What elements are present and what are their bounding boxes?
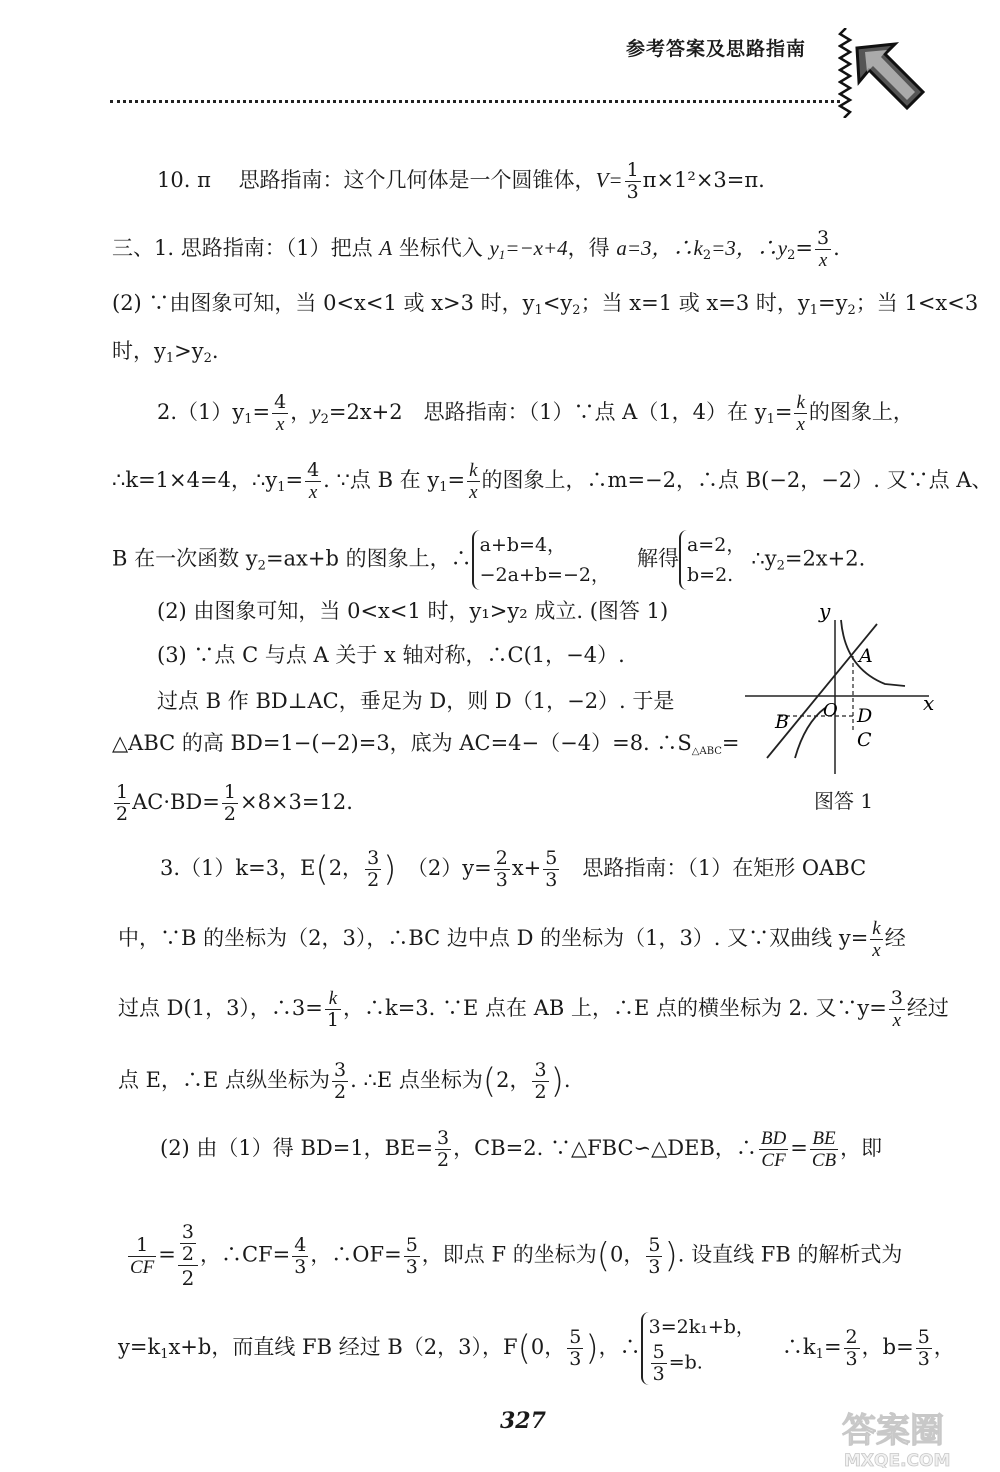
text: 时，y xyxy=(112,339,166,363)
text: 2.（1）y xyxy=(157,400,245,424)
s3q2-line6: 过点 B 作 BD⊥AC，垂足为 D，则 D（1，−2）. 于是 xyxy=(157,689,675,713)
text: −2a+b=−2， xyxy=(479,564,610,586)
text: 3=2k₁+b， xyxy=(648,1316,755,1338)
s3q2-line7 xyxy=(112,728,740,758)
text: ，CB=2. ∵△FBC∽△DEB，∴ xyxy=(453,1136,757,1160)
text: （2）y= xyxy=(417,856,492,880)
text: 经 xyxy=(884,926,906,950)
watermark-logo xyxy=(840,1408,990,1468)
text: = xyxy=(790,1136,808,1160)
s3q3-line2: 中，∵B 的坐标为（2，3），∴BC 边中点 D 的坐标为（1，3）. 又∵双曲线 y= $\frac{k}{x}$ 经 xyxy=(118,918,906,961)
point-c-label: C xyxy=(857,729,872,751)
text: a+b=4， xyxy=(479,534,567,556)
s3q1-line3: 时，$y_1>y_2$. xyxy=(112,339,219,366)
s3q2-line8: $\frac{1}{2}$ AC·BD= $\frac{1}{2}$ ×8×3=12. xyxy=(116,781,353,825)
s3q2-line2: ∴k=1×4=4，$\therefore y_1=$ $\frac{4}{x}$ . ∵点 B 在 $y_1=$ $\frac{k}{x}$ 的图象上，∴m=−2，∴点 B(−2，−2）. 又∵点 A、 xyxy=(112,459,993,503)
s3q2-line1: $2.(1)y_1=$ $\frac{4}{x}$ ，$y_2=2x+2$ 思路指南：（1）∵点 A（1，4）在 $y_1=$ $\frac{k}{x}$ 的图象上， xyxy=(157,391,914,435)
text: 思路指南：（1）在矩形 OABC xyxy=(582,856,867,880)
text: =3，∴y xyxy=(711,236,788,260)
text: =2x+2 思路指南：（1）∵点 A（1，4）在 y xyxy=(328,400,767,424)
figure-graph xyxy=(745,598,935,778)
text: ，∴CF= xyxy=(199,1242,291,1267)
text: <y xyxy=(542,291,573,315)
text: = xyxy=(823,1335,842,1359)
text: ，∴k=3. ∵E 点在 AB 上，∴E 点的横坐标为 2. 又∵y= xyxy=(342,996,887,1020)
equation-system-1 xyxy=(472,530,616,590)
text: 中，∵B 的坐标为（2，3），∴BC 边中点 D 的坐标为（1，3）. 又∵双曲线 y= xyxy=(118,926,869,950)
text: B 在一次函数 y xyxy=(112,546,258,571)
text: =2x+2. xyxy=(784,546,866,571)
text: ， xyxy=(933,1335,955,1359)
q10-result: π×1²×3=π. xyxy=(642,168,765,192)
text: =ax+b 的图象上，∴ xyxy=(265,546,472,571)
text: . xyxy=(211,339,219,363)
fraction-3-over-x: $\frac{3}{x}$ xyxy=(817,227,830,271)
origin-label: O xyxy=(823,700,838,721)
page-number: 327 xyxy=(500,1408,546,1434)
text: =y xyxy=(818,291,848,315)
text: >y xyxy=(174,339,204,363)
s3q1-line1: 三、1. 思路指南：（1）把点 A 坐标代入 $y_1=-x+4$，得 a=3，$\therefore k_2=3$，$\therefore y_2=$ $\frac{3}{x}$ . xyxy=(112,227,840,271)
s3q2-line3: B 在一次函数 $y_2=ax+b$ 的图象上，∴ a+b=4， −2a+b=−2， 解得 a=2， b=2. $\therefore y_2=2x+2$. xyxy=(112,530,865,590)
text: . 设直线 FB 的解析式为 xyxy=(677,1242,903,1267)
text: ，即点 F 的坐标为 xyxy=(421,1242,597,1267)
s3q3-line1: 3.（1）k=3，E(2， $\frac{3}{2}$ ) （2）y= $\frac{2}{3}$ x+ $\frac{5}{3}$ 思路指南：（1）在矩形 OABC xyxy=(160,847,867,891)
text: ×8×3=12. xyxy=(239,790,353,814)
text: =b. xyxy=(668,1351,703,1374)
text: MXQE.COM xyxy=(844,1451,951,1468)
text: 的图象上，∴m=−2，∴点 B(−2，−2）. 又∵点 A、 xyxy=(481,468,993,492)
text: . ∴E 点坐标为 xyxy=(350,1068,483,1092)
text: △ABC xyxy=(691,746,722,757)
header-title: 参考答案及思路指南 xyxy=(626,38,807,60)
y-axis-label: y xyxy=(819,599,831,623)
text: = xyxy=(721,731,740,755)
s3q3-line3: 过点 D(1，3），∴3= $\frac{k}{1}$ ，∴k=3. ∵E 点在 AB 上，∴E 点的横坐标为 2. 又∵y= $\frac{3}{x}$ 经过 xyxy=(118,987,949,1031)
x-axis-label: x xyxy=(923,691,935,715)
text: ，∴ xyxy=(598,1335,641,1359)
text: AC·BD= xyxy=(132,790,220,814)
q10-number: 10. π xyxy=(157,168,211,192)
q10-fraction: $\frac{1}{3}$ xyxy=(626,159,639,203)
text: 的图象上， xyxy=(808,400,914,424)
text: 点 E，∴E 点纵坐标为 xyxy=(118,1068,331,1092)
text: y=k xyxy=(118,1335,161,1359)
header-dotted-rule xyxy=(110,100,840,103)
header-arrow-icon xyxy=(855,42,927,114)
s3q2-line4: (2) 由图象可知，当 0<x<1 时，y₁>y₂ 成立. (图答 1) xyxy=(157,599,669,623)
text: ，b= xyxy=(861,1335,914,1359)
text: y xyxy=(311,400,321,424)
text: 坐标代入 xyxy=(398,236,483,260)
text: △ABC 的高 BD=1−(−2)=3，底为 AC=4−（−4）=8. ∴S xyxy=(112,731,692,755)
text: ，即 xyxy=(840,1136,883,1160)
text: ；当 x=1 或 x=3 时，y xyxy=(580,291,810,315)
text: ；当 1<x<3 xyxy=(855,291,979,315)
text: 答案圈 xyxy=(842,1411,944,1451)
q10-hint: 思路指南：这个几何体是一个圆锥体， xyxy=(238,168,596,192)
text: ∴k=1×4=4，∴y xyxy=(112,468,278,492)
text: (2) 由（1）得 BD=1，BE= xyxy=(160,1136,434,1160)
text: x+ xyxy=(511,856,542,880)
s3q3-line6: $\frac{1}{CF}$ = $\frac{\frac{3}{2}}{2}$ ，∴CF= $\frac{4}{3}$ ，∴OF= $\frac{5}{3}$ ，即点 F 的坐标为(0， $\frac{5}{3}$ ). 设直线 FB 的解析式为 xyxy=(130,1221,903,1290)
point-b-label: B xyxy=(775,711,789,733)
q10-line xyxy=(157,160,765,203)
text: 过点 D(1，3），∴3= xyxy=(118,996,323,1020)
text: 解得 xyxy=(636,546,679,571)
s3q1-line2: (2) ∵由图象可知，当 0<x<1 或 x>3 时，$y_1<y_2$；当 x=1 或 x=3 时，$y_1=y_2$；当 1<x<3 xyxy=(112,291,979,318)
point-d-label: D xyxy=(857,705,873,727)
text: = xyxy=(795,236,813,260)
text: a=3，∴k xyxy=(616,236,703,260)
point-a-label: A xyxy=(859,645,873,667)
figure-caption: 图答 1 xyxy=(814,789,874,813)
text: A xyxy=(379,236,393,260)
text: 三、1. 思路指南：（1）把点 xyxy=(112,236,373,260)
text: b=2. xyxy=(686,564,734,586)
text: = xyxy=(158,1242,176,1267)
s3q3-line4: 点 E，∴E 点纵坐标为 $\frac{3}{2}$ . ∴E 点坐标为(2， $\frac{3}{2}$ ). xyxy=(118,1059,571,1103)
header-zigzag-divider xyxy=(838,28,854,118)
text: x+b，而直线 FB 经过 B（2，3），F xyxy=(168,1335,518,1359)
text: a=2， xyxy=(686,534,746,556)
s3q3-line7: $y=k_1x+b$，而直线 FB 经过 B（2，3），F(0， $\frac{5}{3}$ )，∴ 3=2k₁+b， $\frac{5}{3}$ =b. $\therefore k_1=$ $\frac{2}{3}$ ，b= $\frac{5}{3}$ ， xyxy=(118,1312,955,1385)
text: ∵点 B 在 y xyxy=(336,468,440,492)
text: 经过 xyxy=(906,996,949,1020)
text: (2) ∵由图象可知，当 0<x<1 或 x>3 时，y xyxy=(112,291,535,315)
text: ∴k xyxy=(781,1335,816,1359)
text: ，∴OF= xyxy=(310,1242,402,1267)
text: 3.（1）k=3，E xyxy=(160,856,316,880)
text: ∴y xyxy=(751,546,777,571)
equation-system-2 xyxy=(679,530,751,590)
s3q3-line5: (2) 由（1）得 BD=1，BE= $\frac{3}{2}$ ，CB=2. ∵△FBC∽△DEB，∴ $\frac{BD}{CF}$ = $\frac{BE}{CB}$ ，即 xyxy=(160,1127,883,1171)
equation-system-3: 3=2k₁+b， $\frac{5}{3}$ =b. xyxy=(641,1312,761,1385)
s3q2-line5: (3) ∵点 C 与点 A 关于 x 轴对称，∴C(1，−4）. xyxy=(157,643,625,667)
q10-volume-label: V= xyxy=(595,168,623,192)
text: . xyxy=(563,1068,571,1092)
text: ，得 xyxy=(567,236,610,260)
